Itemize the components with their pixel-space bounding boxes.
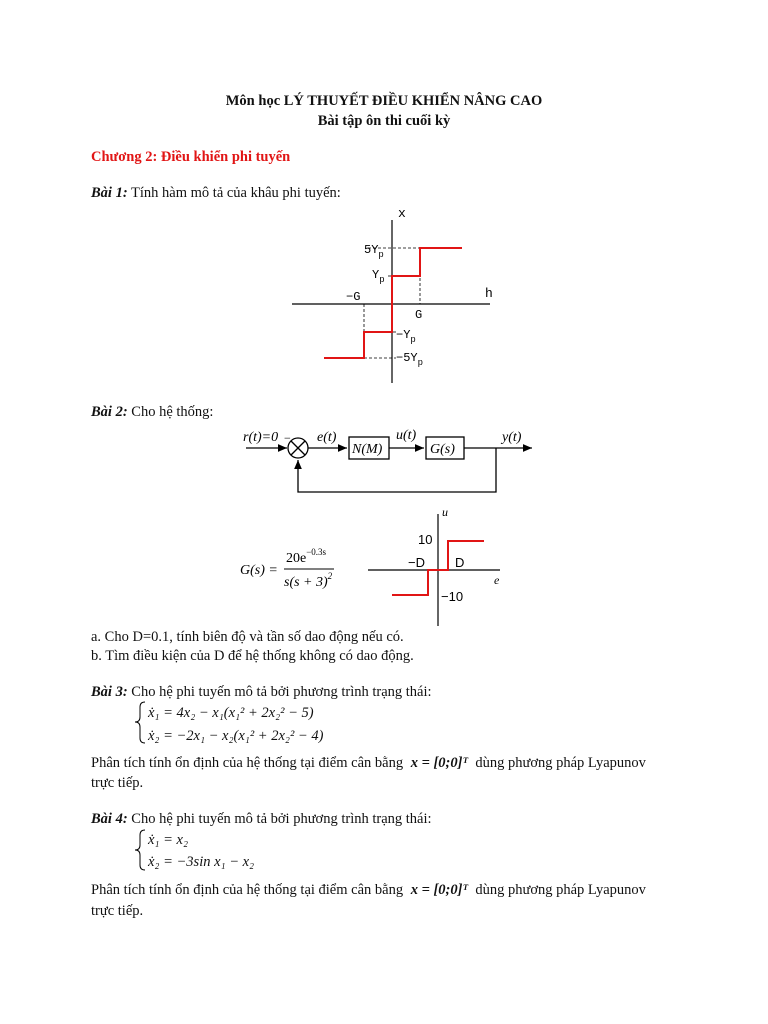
bai2-text: Cho hệ thống: [131,404,214,420]
relay-e-label: e [494,573,500,587]
bai4-eq2: ẋ₂ = −3sin x₁ − x₂ [148,854,255,870]
relay-neg-level: −10 [441,589,464,604]
bai3-eq2: ẋ₂ = −2x₁ − x₂(x₁² + 2x₂² − 4) [148,728,324,744]
bai3-label: Bài 3: [91,684,128,700]
bai1-tick-neg-5yp: −5Y [396,351,418,365]
bai4-eq1: ẋ₁ = x₂ [148,832,188,848]
relay-neg-d: −D [408,555,425,570]
chapter-heading: Chương 2: Điều khiển phi tuyến [91,149,291,165]
bai4-analysis-suffix: dùng phương pháp Lyapunov [475,882,646,898]
bai3-equilibrium: x = [0;0]ᵀ [410,755,468,771]
bai1-text: Tính hàm mô tả của khâu phi tuyến: [131,185,341,201]
bai4-analysis [91,881,646,899]
bai1-label: Bài 1: [91,185,128,201]
relay-pos-d: D [455,555,465,570]
bai1-tick-neg-yp-sub: p [410,335,416,345]
plant-block-label: G(s) [430,442,455,457]
gs-denominator-exponent: 2 [327,571,333,581]
bai2-part-b: b. Tìm điều kiện của D để hệ thống không có dao động. [91,648,414,664]
nonlinear-block-label: N(M) [352,442,383,457]
gs-lhs: G(s) = [240,563,278,578]
bai2-label: Bài 2: [91,404,128,420]
output-label: y(t) [502,430,522,445]
bai3-analysis-cont: trực tiếp. [91,775,144,791]
gs-exponent: −0.3s [306,547,327,557]
bai1-h-axis-label: h [485,286,493,301]
bai1-tick-yp-sub: p [379,275,385,285]
course-title: Môn học LÝ THUYẾT ĐIỀU KHIỂN NÂNG CAO [225,93,543,109]
bai4-analysis-prefix: Phân tích tính ổn định của hệ thống tại điểm cân bằng [91,882,404,898]
bai3-eq1: ẋ₁ = 4x₂ − x₁(x₁² + 2x₂² − 5) [148,705,314,721]
relay-u-label: u [442,505,448,519]
sum-minus-sign: − [284,431,291,445]
bai3-analysis-suffix: dùng phương pháp Lyapunov [475,755,646,771]
bai4-analysis-cont: trực tiếp. [91,903,144,919]
bai1-tick-5yp-sub: p [378,250,384,260]
bai3-text: Cho hệ phi tuyến mô tả bởi phương trình trạng thái: [131,684,432,700]
bai1-tick-5yp: 5Y [364,243,379,257]
input-label: r(t)=0 [243,430,279,445]
bai1-tick-neg-yp: −Y [396,328,411,342]
bai1-y-axis-label: x [398,206,406,221]
control-label: u(t) [396,428,417,443]
bai4-equilibrium: x = [0;0]ᵀ [410,882,468,898]
bai4-label: Bài 4: [91,811,128,827]
bai1-tick-yp: Y [372,268,380,282]
bai4-text: Cho hệ phi tuyến mô tả bởi phương trình trạng thái: [131,811,432,827]
relay-pos-level: 10 [418,532,433,547]
bai1-tick-neg-g: −G [346,290,361,304]
error-label: e(t) [317,430,337,445]
bai1-tick-neg-5yp-sub: p [417,358,424,368]
gs-denominator: s(s + 3) [284,575,328,590]
bai2-part-a: a. Cho D=0.1, tính biên độ và tần số dao động nếu có. [91,629,404,645]
exam-subtitle: Bài tập ôn thi cuối kỳ [317,113,451,129]
bai3-analysis-prefix: Phân tích tính ổn định của hệ thống tại điểm cân bằng [91,755,404,771]
gs-numerator: 20e [286,551,307,566]
bai1-tick-g: G [415,308,423,322]
